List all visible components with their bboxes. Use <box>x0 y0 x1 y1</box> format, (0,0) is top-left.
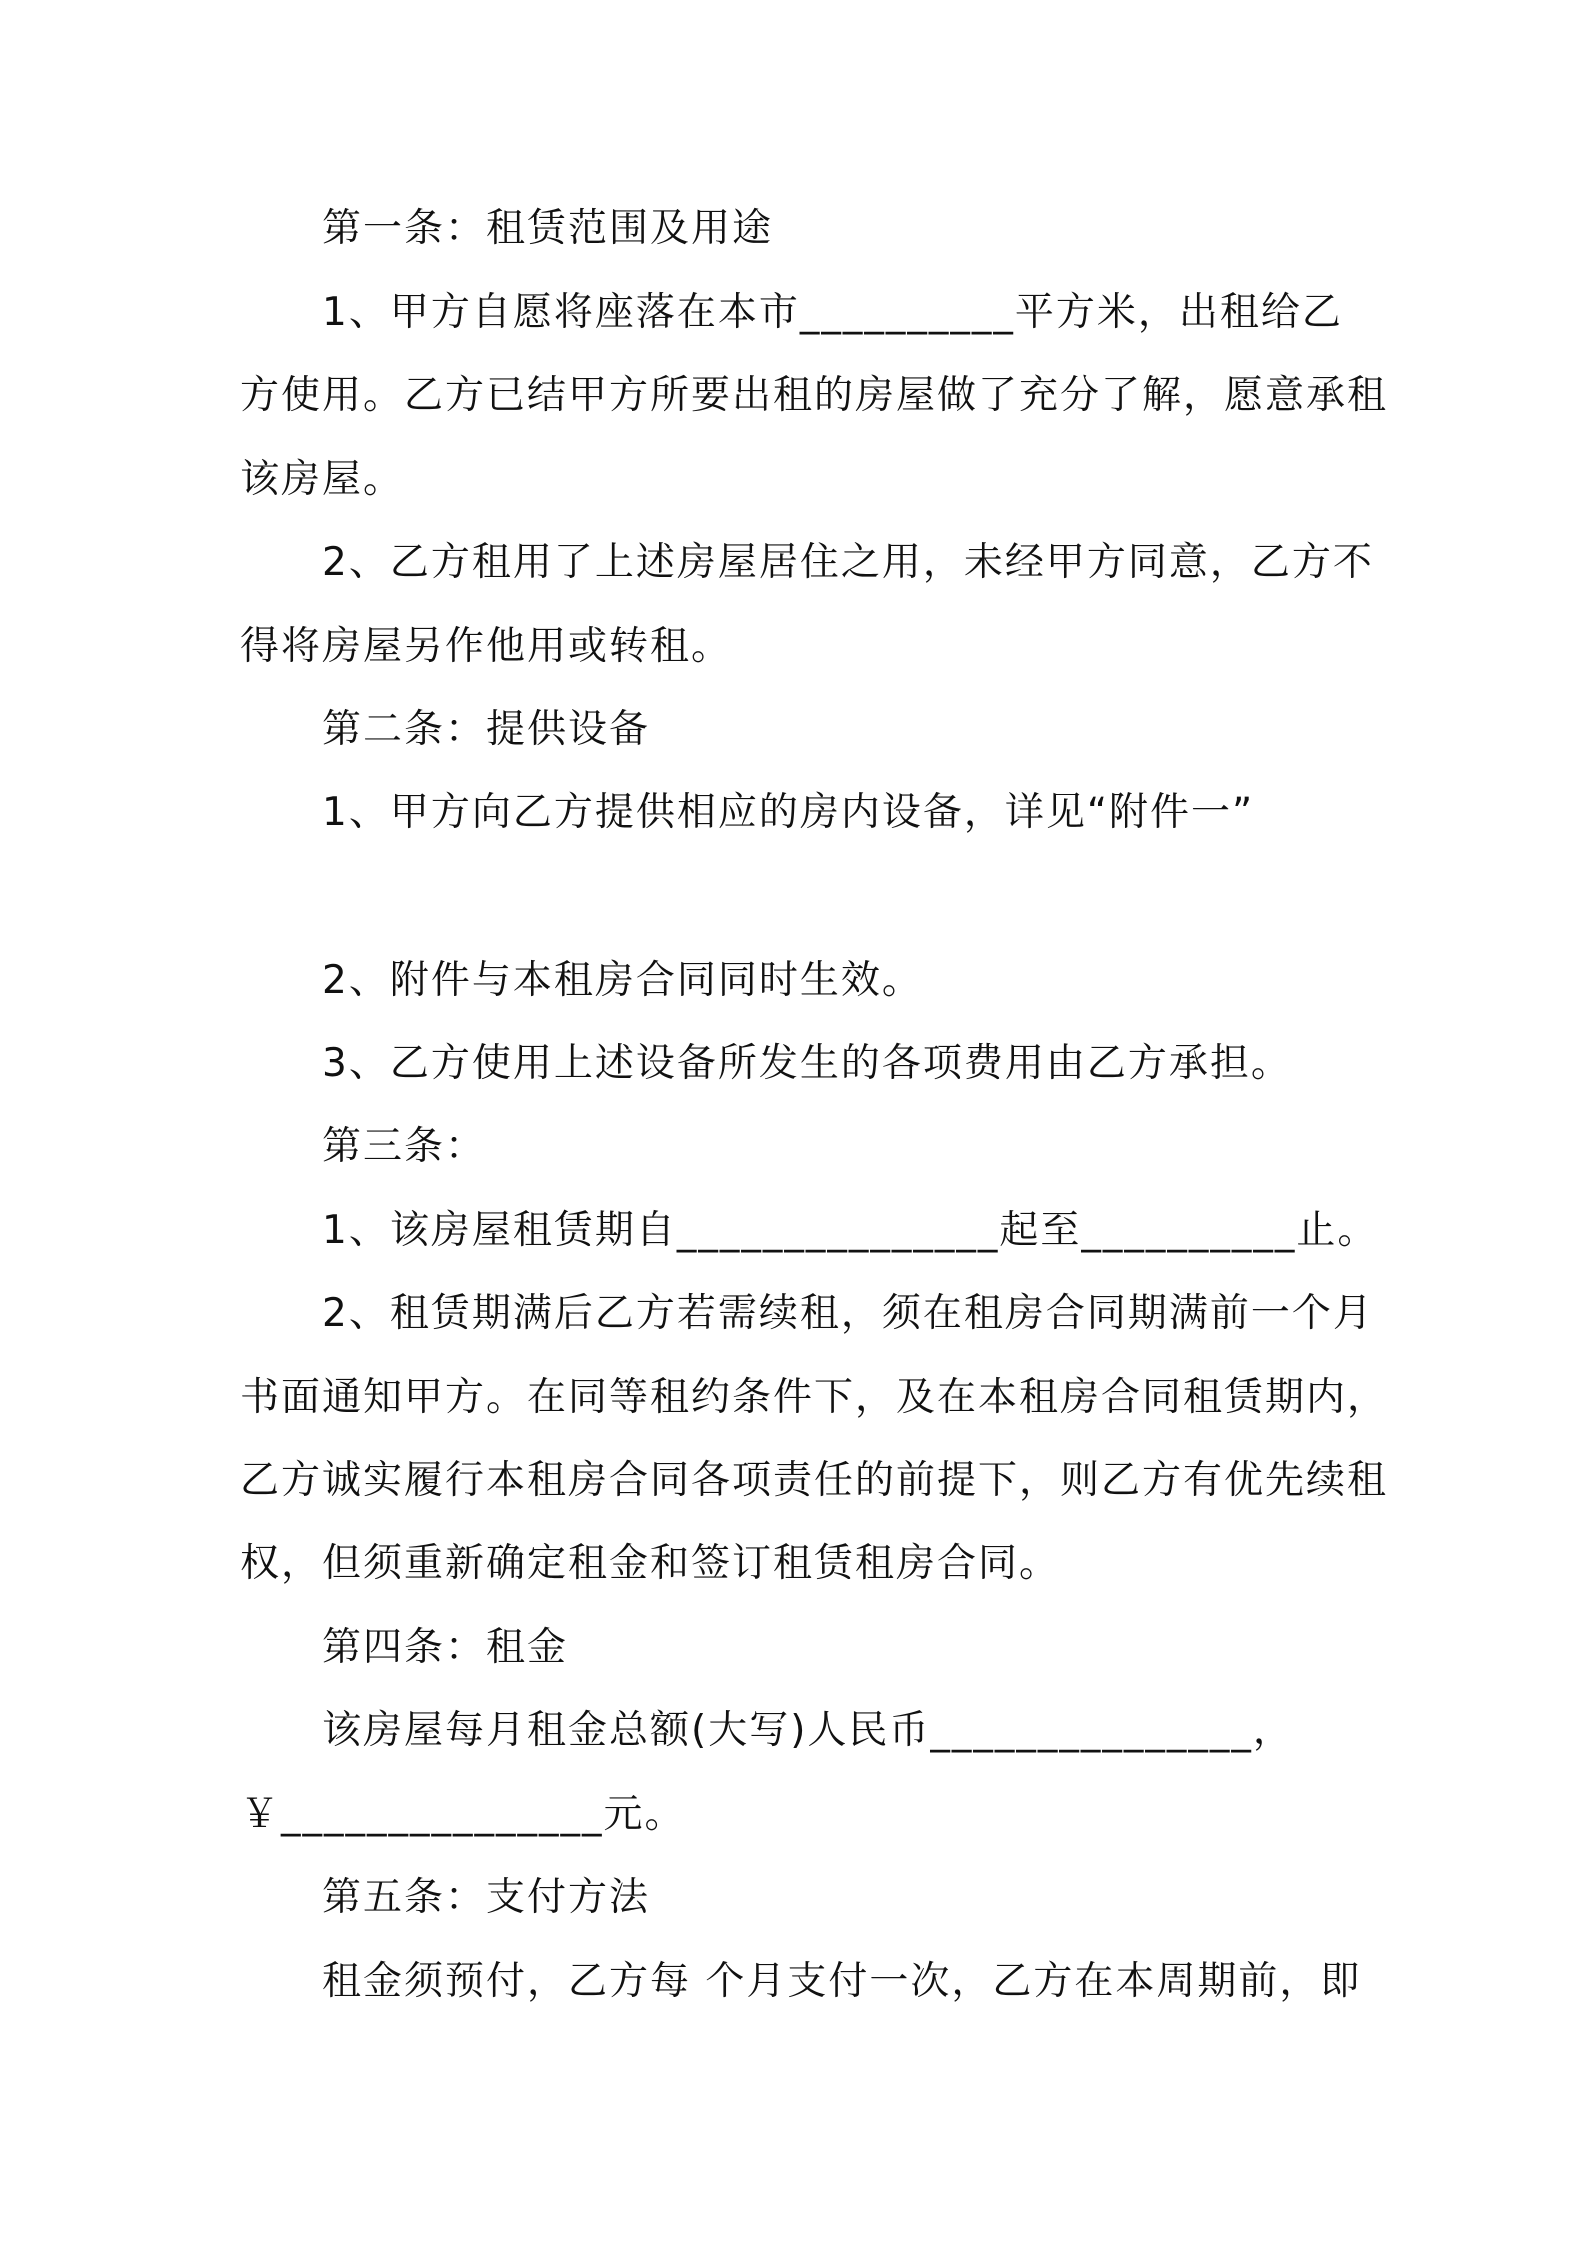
article-3-title: 第三条： <box>322 1124 487 1169</box>
article-4-paragraph-1-line-2: ￥_______________元。 <box>240 1792 686 1837</box>
article-3-paragraph-2-line-1: 2、租赁期满后乙方若需续租，须在租房合同期满前一个月 <box>322 1291 1374 1336</box>
article-5-paragraph-1-line-1: 租金须预付，乙方每 个月支付一次，乙方在本周期前，即 <box>322 1959 1362 2004</box>
article-1-paragraph-1-line-3: 该房屋。 <box>240 457 405 502</box>
article-3-paragraph-2-line-4: 权，但须重新确定租金和签订租赁租房合同。 <box>240 1541 1061 1586</box>
article-1-paragraph-2-line-2: 得将房屋另作他用或转租。 <box>240 624 733 669</box>
article-1-title: 第一条：租赁范围及用途 <box>322 206 774 251</box>
article-3-paragraph-1: 1、该房屋租赁期自_______________起至__________止。 <box>322 1208 1379 1253</box>
article-2-paragraph-3: 3、乙方使用上述设备所发生的各项费用由乙方承担。 <box>322 1041 1292 1086</box>
article-2-paragraph-1: 1、甲方向乙方提供相应的房内设备，详见“附件一” <box>322 790 1255 835</box>
article-4-title: 第四条：租金 <box>322 1625 569 1670</box>
article-1-paragraph-1-line-1: 1、甲方自愿将座落在本市__________平方米，出租给乙 <box>322 290 1343 335</box>
article-1-paragraph-1-line-2: 方使用。乙方已结甲方所要出租的房屋做了充分了解，愿意承租 <box>240 373 1389 418</box>
article-4-paragraph-1-line-1: 该房屋每月租金总额(大写)人民币_______________， <box>322 1708 1294 1753</box>
article-3-paragraph-2-line-3: 乙方诚实履行本租房合同各项责任的前提下，则乙方有优先续租 <box>240 1458 1389 1503</box>
article-1-paragraph-2-line-1: 2、乙方租用了上述房屋居住之用，未经甲方同意，乙方不 <box>322 540 1374 585</box>
article-2-paragraph-2: 2、附件与本租房合同同时生效。 <box>322 958 923 1003</box>
article-5-title: 第五条：支付方法 <box>322 1875 651 1920</box>
article-3-paragraph-2-line-2: 书面通知甲方。在同等租约条件下，及在本租房合同租赁期内， <box>240 1375 1389 1420</box>
article-2-title: 第二条：提供设备 <box>322 707 651 752</box>
